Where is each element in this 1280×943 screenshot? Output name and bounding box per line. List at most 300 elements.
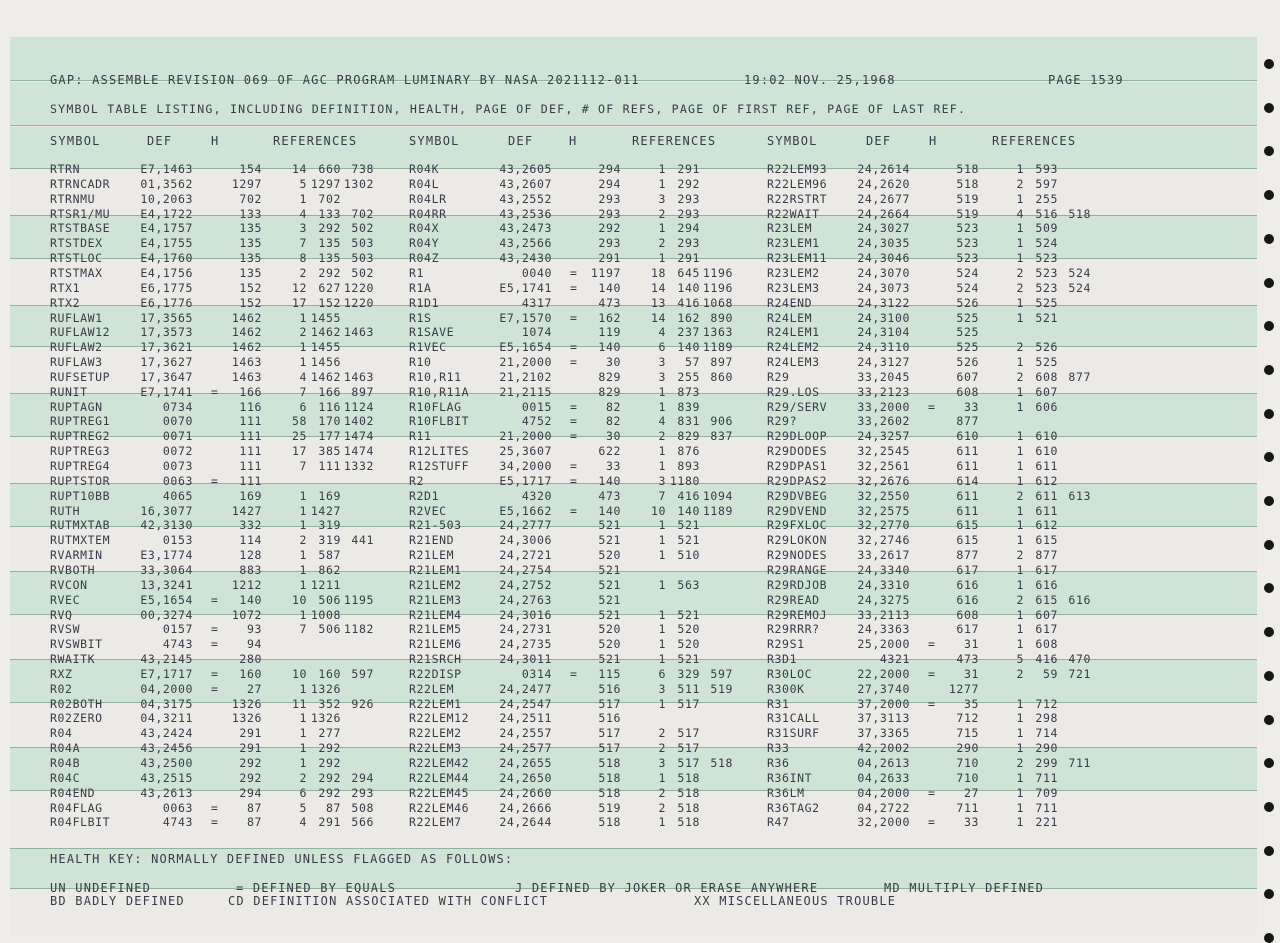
symbol-ref-count: 2 (299, 533, 307, 548)
symbol-ref-count: 7 (299, 236, 307, 251)
symbol-def: 10,2063 (140, 191, 193, 206)
health-key-equals: = DEFINED BY EQUALS (236, 881, 397, 895)
symbol-first-ref: 329 (677, 666, 700, 681)
symbol-health: = (570, 355, 578, 370)
symbol-health: = (211, 666, 219, 681)
symbol-ref-count: 1 (299, 577, 307, 592)
symbol-def: 24,2577 (499, 741, 552, 756)
symbol-first-ref: 135 (318, 236, 341, 251)
symbol-ref-count: 1 (1016, 459, 1024, 473)
symbol-def: 21,2000 (499, 355, 552, 370)
symbol-def: 37,2000 (857, 696, 910, 711)
symbol-ref-count: 1 (658, 815, 666, 830)
symbol-first-ref: 292 (318, 756, 341, 770)
symbol-name: RUFLAW12 (50, 325, 111, 340)
symbol-def-page: 111 (239, 473, 262, 488)
symbol-def: 24,3011 (499, 652, 552, 667)
symbol-ref-count: 3 (658, 369, 666, 384)
health-key-cd: CD DEFINITION ASSOCIATED WITH CONFLICT (228, 894, 549, 908)
symbol-name: R04 (50, 726, 73, 741)
symbol-ref-count: 14 (650, 310, 666, 325)
symbol-def-page: 30 (605, 355, 621, 370)
symbol-name: R36TAG2 (767, 800, 820, 815)
col-header-symbol-3: SYMBOL (767, 134, 818, 148)
symbol-name: R36INT (767, 770, 813, 785)
symbol-def-page: 473 (598, 295, 621, 310)
symbol-first-ref: 506 (318, 622, 341, 637)
symbol-first-ref: 152 (318, 295, 341, 310)
symbol-first-ref: 510 (677, 548, 700, 563)
symbol-def-page: 883 (239, 562, 262, 577)
symbol-first-ref: 516 (1035, 206, 1058, 221)
symbol-def-page: 128 (239, 548, 262, 563)
symbol-def-page: 290 (956, 741, 979, 756)
symbol-def: 24,2666 (499, 800, 552, 815)
symbol-ref-count: 1 (658, 251, 666, 266)
symbol-first-ref: 523 (1035, 265, 1058, 280)
feed-hole (1264, 321, 1274, 331)
symbol-ref-count: 17 (291, 295, 307, 310)
symbol-ref-count: 2 (299, 265, 307, 280)
symbol-ref-count: 7 (299, 622, 307, 637)
symbol-def-page: 1463 (231, 355, 262, 370)
health-key-un: UN UNDEFINED (50, 881, 152, 895)
symbol-first-ref: 615 (1035, 533, 1058, 548)
symbol-def: 43,2500 (140, 756, 193, 770)
symbol-def-page: 162 (598, 310, 621, 325)
symbol-last-ref: 503 (351, 251, 374, 266)
col-header-symbol-1: SYMBOL (50, 134, 101, 148)
symbol-health: = (928, 666, 936, 681)
symbol-last-ref: 1463 (343, 369, 374, 384)
symbol-ref-count: 1 (658, 459, 666, 473)
symbol-ref-count: 1 (1016, 251, 1024, 266)
symbol-first-ref: 711 (1035, 770, 1058, 785)
symbol-ref-count: 3 (299, 221, 307, 236)
symbol-ref-count: 1 (658, 518, 666, 533)
symbol-def: E7,1463 (140, 162, 193, 176)
symbol-def-page: 133 (239, 206, 262, 221)
symbol-name: R29 (767, 369, 790, 384)
symbol-ref-count: 4 (299, 206, 307, 221)
col-header-def-3: DEF (866, 134, 892, 148)
symbol-first-ref: 521 (677, 533, 700, 548)
symbol-last-ref: 508 (351, 800, 374, 815)
symbol-name: R29DPAS2 (767, 473, 828, 488)
symbol-def: E7,1570 (499, 310, 552, 325)
symbol-def-page: 1462 (231, 325, 262, 340)
symbol-name: R04FLBIT (50, 815, 111, 830)
symbol-ref-count: 1 (299, 711, 307, 726)
symbol-first-ref: 610 (1035, 444, 1058, 459)
symbol-name: R3D1 (767, 652, 798, 667)
symbol-last-ref: 1196 (702, 280, 733, 295)
symbol-name: RUTMXTEM (50, 533, 111, 548)
symbol-def: 24,2620 (857, 176, 910, 191)
symbol-ref-count: 1 (658, 652, 666, 667)
symbol-name: R29NODES (767, 548, 828, 563)
symbol-first-ref: 615 (1035, 592, 1058, 607)
symbol-def: 24,2731 (499, 622, 552, 637)
symbol-name: R04END (50, 785, 96, 800)
symbol-def: E5,1717 (499, 473, 552, 488)
symbol-first-ref: 711 (1035, 800, 1058, 815)
symbol-ref-count: 1 (658, 399, 666, 414)
symbol-name: RVBOTH (50, 562, 96, 577)
symbol-def-page: 521 (598, 562, 621, 577)
symbol-def: E3,1774 (140, 548, 193, 563)
symbol-ref-count: 2 (1016, 340, 1024, 355)
col-header-references-2: REFERENCES (632, 134, 717, 148)
symbol-def-page: 473 (598, 488, 621, 503)
symbol-first-ref: 319 (318, 518, 341, 533)
symbol-ref-count: 1 (299, 607, 307, 622)
symbol-name: RUFLAW3 (50, 355, 103, 370)
symbol-def: 24,2677 (857, 191, 910, 206)
symbol-ref-count: 3 (658, 756, 666, 770)
symbol-first-ref: 277 (318, 726, 341, 741)
symbol-name: R31CALL (767, 711, 820, 726)
symbol-name: R29REMOJ (767, 607, 828, 622)
feed-hole (1264, 846, 1274, 856)
symbol-name: R21LEM3 (409, 592, 462, 607)
symbol-first-ref: 709 (1035, 785, 1058, 800)
symbol-def-page: 614 (956, 473, 979, 488)
feed-hole (1264, 146, 1274, 156)
paper-rule (10, 848, 1257, 849)
symbol-def: 4317 (521, 295, 552, 310)
symbol-ref-count: 4 (299, 815, 307, 830)
symbol-name: R11 (409, 429, 432, 444)
symbol-ref-count: 1 (658, 607, 666, 622)
symbol-def-page: 152 (239, 295, 262, 310)
symbol-last-ref: 711 (1068, 756, 1091, 770)
symbol-first-ref: 518 (677, 785, 700, 800)
symbol-first-ref: 1456 (310, 355, 341, 370)
listing-subtitle: SYMBOL TABLE LISTING, INCLUDING DEFINITION, HEALTH, PAGE OF DEF, # OF REFS, PAGE OF FIRST REF, PAGE OF LAST REF. (50, 102, 967, 116)
symbol-name: R22LEM12 (409, 711, 470, 726)
symbol-name: R10 (409, 355, 432, 370)
symbol-def: 4743 (162, 815, 193, 830)
symbol-first-ref: 133 (318, 206, 341, 221)
greenbar-band (10, 215, 1257, 258)
symbol-ref-count: 10 (291, 592, 307, 607)
symbol-def: 24,2752 (499, 577, 552, 592)
symbol-name: R29DLOOP (767, 429, 828, 444)
symbol-def-page: 519 (598, 800, 621, 815)
symbol-first-ref: 221 (1035, 815, 1058, 830)
symbol-def: 04,2722 (857, 800, 910, 815)
symbol-def: 4321 (879, 652, 910, 667)
symbol-first-ref: 612 (1035, 518, 1058, 533)
symbol-name: RUPTAGN (50, 399, 103, 414)
symbol-name: R10FLBIT (409, 414, 470, 429)
symbol-def-page: 294 (598, 176, 621, 191)
symbol-def-page: 135 (239, 236, 262, 251)
symbol-def-page: 877 (956, 414, 979, 429)
paper-rule (10, 571, 1257, 572)
symbol-def-page: 610 (956, 429, 979, 444)
symbol-def: 32,2000 (857, 815, 910, 830)
listing-title: GAP: ASSEMBLE REVISION 069 OF AGC PROGRAM LUMINARY BY NASA 2021112-011 (50, 73, 640, 87)
greenbar-band (10, 305, 1257, 346)
symbol-ref-count: 1 (658, 577, 666, 592)
symbol-ref-count: 6 (299, 399, 307, 414)
paper-rule (10, 747, 1257, 748)
symbol-first-ref: 660 (318, 162, 341, 176)
symbol-def: 17,3621 (140, 340, 193, 355)
symbol-ref-count: 2 (658, 429, 666, 444)
symbol-def-page: 93 (246, 622, 262, 637)
symbol-ref-count: 1 (299, 756, 307, 770)
symbol-name: R10,R11 (409, 369, 462, 384)
symbol-name: RUTMXTAB (50, 518, 111, 533)
symbol-name: R21LEM6 (409, 637, 462, 652)
symbol-def-page: 294 (239, 785, 262, 800)
symbol-first-ref: 877 (1035, 548, 1058, 563)
symbol-def-page: 516 (598, 681, 621, 696)
symbol-first-ref: 876 (677, 444, 700, 459)
symbol-first-ref: 1455 (310, 340, 341, 355)
symbol-def: 34,2000 (499, 459, 552, 473)
symbol-last-ref: 890 (710, 310, 733, 325)
symbol-first-ref: 1326 (310, 711, 341, 726)
symbol-def-page: 1326 (231, 696, 262, 711)
symbol-def-page: 517 (598, 726, 621, 741)
symbol-first-ref: 893 (677, 459, 700, 473)
symbol-health: = (570, 459, 578, 473)
symbol-def: 0314 (521, 666, 552, 681)
symbol-name: R22LEM7 (409, 815, 462, 830)
symbol-ref-count: 1 (1016, 696, 1024, 711)
symbol-def-page: 115 (598, 666, 621, 681)
symbol-name: R29RANGE (767, 562, 828, 577)
symbol-ref-count: 2 (1016, 756, 1024, 770)
symbol-last-ref: 1302 (343, 176, 374, 191)
feed-hole (1264, 583, 1274, 593)
symbol-last-ref: 566 (351, 815, 374, 830)
symbol-name: R29RRR? (767, 622, 820, 637)
symbol-last-ref: 1195 (343, 592, 374, 607)
symbol-def-page: 525 (956, 340, 979, 355)
paper-rule (10, 702, 1257, 703)
symbol-first-ref: 524 (1035, 236, 1058, 251)
symbol-def: 24,2547 (499, 696, 552, 711)
symbol-def: 43,2613 (140, 785, 193, 800)
symbol-last-ref: 1402 (343, 414, 374, 429)
symbol-first-ref: 416 (677, 295, 700, 310)
symbol-def-page: 1212 (231, 577, 262, 592)
symbol-def: 4752 (521, 414, 552, 429)
symbol-def-page: 111 (239, 444, 262, 459)
symbol-name: R24LEM1 (767, 325, 820, 340)
symbol-def-page: 518 (598, 756, 621, 770)
symbol-first-ref: 1462 (310, 325, 341, 340)
symbol-def-page: 608 (956, 607, 979, 622)
symbol-first-ref: 627 (318, 280, 341, 295)
symbol-ref-count: 7 (299, 459, 307, 473)
symbol-first-ref: 509 (1035, 221, 1058, 236)
symbol-name: R29S1 (767, 637, 805, 652)
symbol-def: 24,3006 (499, 533, 552, 548)
symbol-first-ref: 166 (318, 384, 341, 399)
symbol-def: 17,3573 (140, 325, 193, 340)
symbol-def: E5,1654 (499, 340, 552, 355)
symbol-last-ref: 502 (351, 221, 374, 236)
symbol-def-page: 710 (956, 756, 979, 770)
health-key-joker: J DEFINED BY JOKER OR ERASE ANYWHERE (515, 881, 819, 895)
symbol-ref-count: 1 (1016, 770, 1024, 785)
symbol-ref-count: 1 (1016, 236, 1024, 251)
symbol-ref-count: 13 (650, 295, 666, 310)
symbol-def-page: 712 (956, 711, 979, 726)
feed-hole (1264, 671, 1274, 681)
symbol-name: R22LEM44 (409, 770, 470, 785)
symbol-ref-count: 1 (299, 488, 307, 503)
symbol-name: RWAITK (50, 652, 96, 667)
symbol-first-ref: 293 (677, 236, 700, 251)
symbol-name: R04LR (409, 191, 447, 206)
symbol-name: R21SRCH (409, 652, 462, 667)
symbol-health: = (570, 414, 578, 429)
symbol-def: 25,2000 (857, 637, 910, 652)
symbol-def-page: 525 (956, 310, 979, 325)
symbol-def: 32,2561 (857, 459, 910, 473)
symbol-def-page: 829 (598, 369, 621, 384)
feed-hole (1264, 59, 1274, 69)
symbol-ref-count: 1 (658, 384, 666, 399)
symbol-ref-count: 5 (1016, 652, 1024, 667)
symbol-first-ref: 526 (1035, 340, 1058, 355)
symbol-ref-count: 6 (299, 785, 307, 800)
symbol-ref-count: 2 (299, 770, 307, 785)
symbol-def-page: 292 (239, 756, 262, 770)
symbol-ref-count: 2 (1016, 265, 1024, 280)
symbol-def: 43,2424 (140, 726, 193, 741)
symbol-def-page: 518 (956, 176, 979, 191)
symbol-name: RTSTBASE (50, 221, 111, 236)
paper-rule (10, 790, 1257, 791)
symbol-name: R04X (409, 221, 440, 236)
symbol-name: R04A (50, 741, 81, 756)
symbol-def-page: 87 (246, 800, 262, 815)
symbol-ref-count: 1 (658, 696, 666, 711)
symbol-def: 13,3241 (140, 577, 193, 592)
symbol-def-page: 135 (239, 251, 262, 266)
symbol-health: = (211, 800, 219, 815)
symbol-def-page: 518 (598, 785, 621, 800)
symbol-ref-count: 1 (299, 518, 307, 533)
symbol-ref-count: 1 (299, 741, 307, 756)
symbol-def-page: 291 (598, 251, 621, 266)
symbol-last-ref: 1220 (343, 295, 374, 310)
symbol-ref-count: 1 (1016, 295, 1024, 310)
symbol-first-ref: 563 (677, 577, 700, 592)
symbol-name: R24LEM3 (767, 355, 820, 370)
symbol-first-ref: 518 (677, 770, 700, 785)
symbol-def-page: 517 (598, 696, 621, 711)
symbol-ref-count: 1 (1016, 577, 1024, 592)
symbol-last-ref: 518 (710, 756, 733, 770)
symbol-ref-count: 1 (1016, 221, 1024, 236)
symbol-ref-count: 1 (658, 770, 666, 785)
symbol-name: R04B (50, 756, 81, 770)
symbol-health: = (211, 384, 219, 399)
col-header-references-3: REFERENCES (992, 134, 1077, 148)
symbol-first-ref: 506 (318, 592, 341, 607)
symbol-def: 24,2777 (499, 518, 552, 533)
symbol-ref-count: 1 (299, 681, 307, 696)
symbol-name: R31 (767, 696, 790, 711)
symbol-ref-count: 10 (650, 503, 666, 518)
symbol-def-page: 33 (963, 815, 979, 830)
symbol-first-ref: 523 (1035, 280, 1058, 295)
symbol-def: 42,2002 (857, 741, 910, 756)
symbol-name: R1D1 (409, 295, 440, 310)
symbol-health: = (211, 622, 219, 637)
feed-hole (1264, 278, 1274, 288)
symbol-def: 21,2115 (499, 384, 552, 399)
symbol-ref-count: 1 (1016, 726, 1024, 741)
symbol-ref-count: 1 (1016, 785, 1024, 800)
symbol-first-ref: 416 (1035, 652, 1058, 667)
symbol-name: R22LEM2 (409, 726, 462, 741)
symbol-def: E7,1741 (140, 384, 193, 399)
symbol-first-ref: 292 (318, 265, 341, 280)
symbol-def: 16,3077 (140, 503, 193, 518)
symbol-def-page: 521 (598, 577, 621, 592)
symbol-def: 24,2650 (499, 770, 552, 785)
symbol-def-page: 518 (956, 162, 979, 176)
symbol-ref-count: 1 (658, 622, 666, 637)
symbol-def: 0157 (162, 622, 193, 637)
symbol-ref-count: 17 (291, 444, 307, 459)
symbol-name: RUFLAW1 (50, 310, 103, 325)
symbol-last-ref: 1094 (702, 488, 733, 503)
symbol-def-page: 516 (598, 711, 621, 726)
symbol-ref-count: 1 (1016, 622, 1024, 637)
symbol-def-page: 710 (956, 770, 979, 785)
symbol-last-ref: 877 (1068, 369, 1091, 384)
symbol-def-page: 607 (956, 369, 979, 384)
symbol-first-ref: 59 (1042, 666, 1058, 681)
symbol-def: 24,2721 (499, 548, 552, 563)
symbol-def-page: 521 (598, 518, 621, 533)
symbol-def-page: 616 (956, 592, 979, 607)
symbol-last-ref: 470 (1068, 652, 1091, 667)
symbol-first-ref: 298 (1035, 711, 1058, 726)
symbol-first-ref: 511 (677, 681, 700, 696)
symbol-def: 24,2735 (499, 637, 552, 652)
symbol-name: R21LEM5 (409, 622, 462, 637)
symbol-first-ref: 292 (318, 221, 341, 236)
symbol-def: 42,3130 (140, 518, 193, 533)
symbol-last-ref: 897 (351, 384, 374, 399)
feed-hole (1264, 758, 1274, 768)
symbol-def: E4,1757 (140, 221, 193, 236)
symbol-def-page: 611 (956, 503, 979, 518)
symbol-def: 24,2664 (857, 206, 910, 221)
symbol-ref-count: 1 (299, 726, 307, 741)
symbol-name: R22LEM96 (767, 176, 828, 191)
symbol-last-ref: 1196 (702, 265, 733, 280)
symbol-def-page: 1427 (231, 503, 262, 518)
symbol-def-page: 35 (963, 696, 979, 711)
symbol-ref-count: 2 (1016, 280, 1024, 295)
paper-rule (10, 168, 1257, 169)
symbol-def: 24,3073 (857, 280, 910, 295)
feed-hole (1264, 496, 1274, 506)
